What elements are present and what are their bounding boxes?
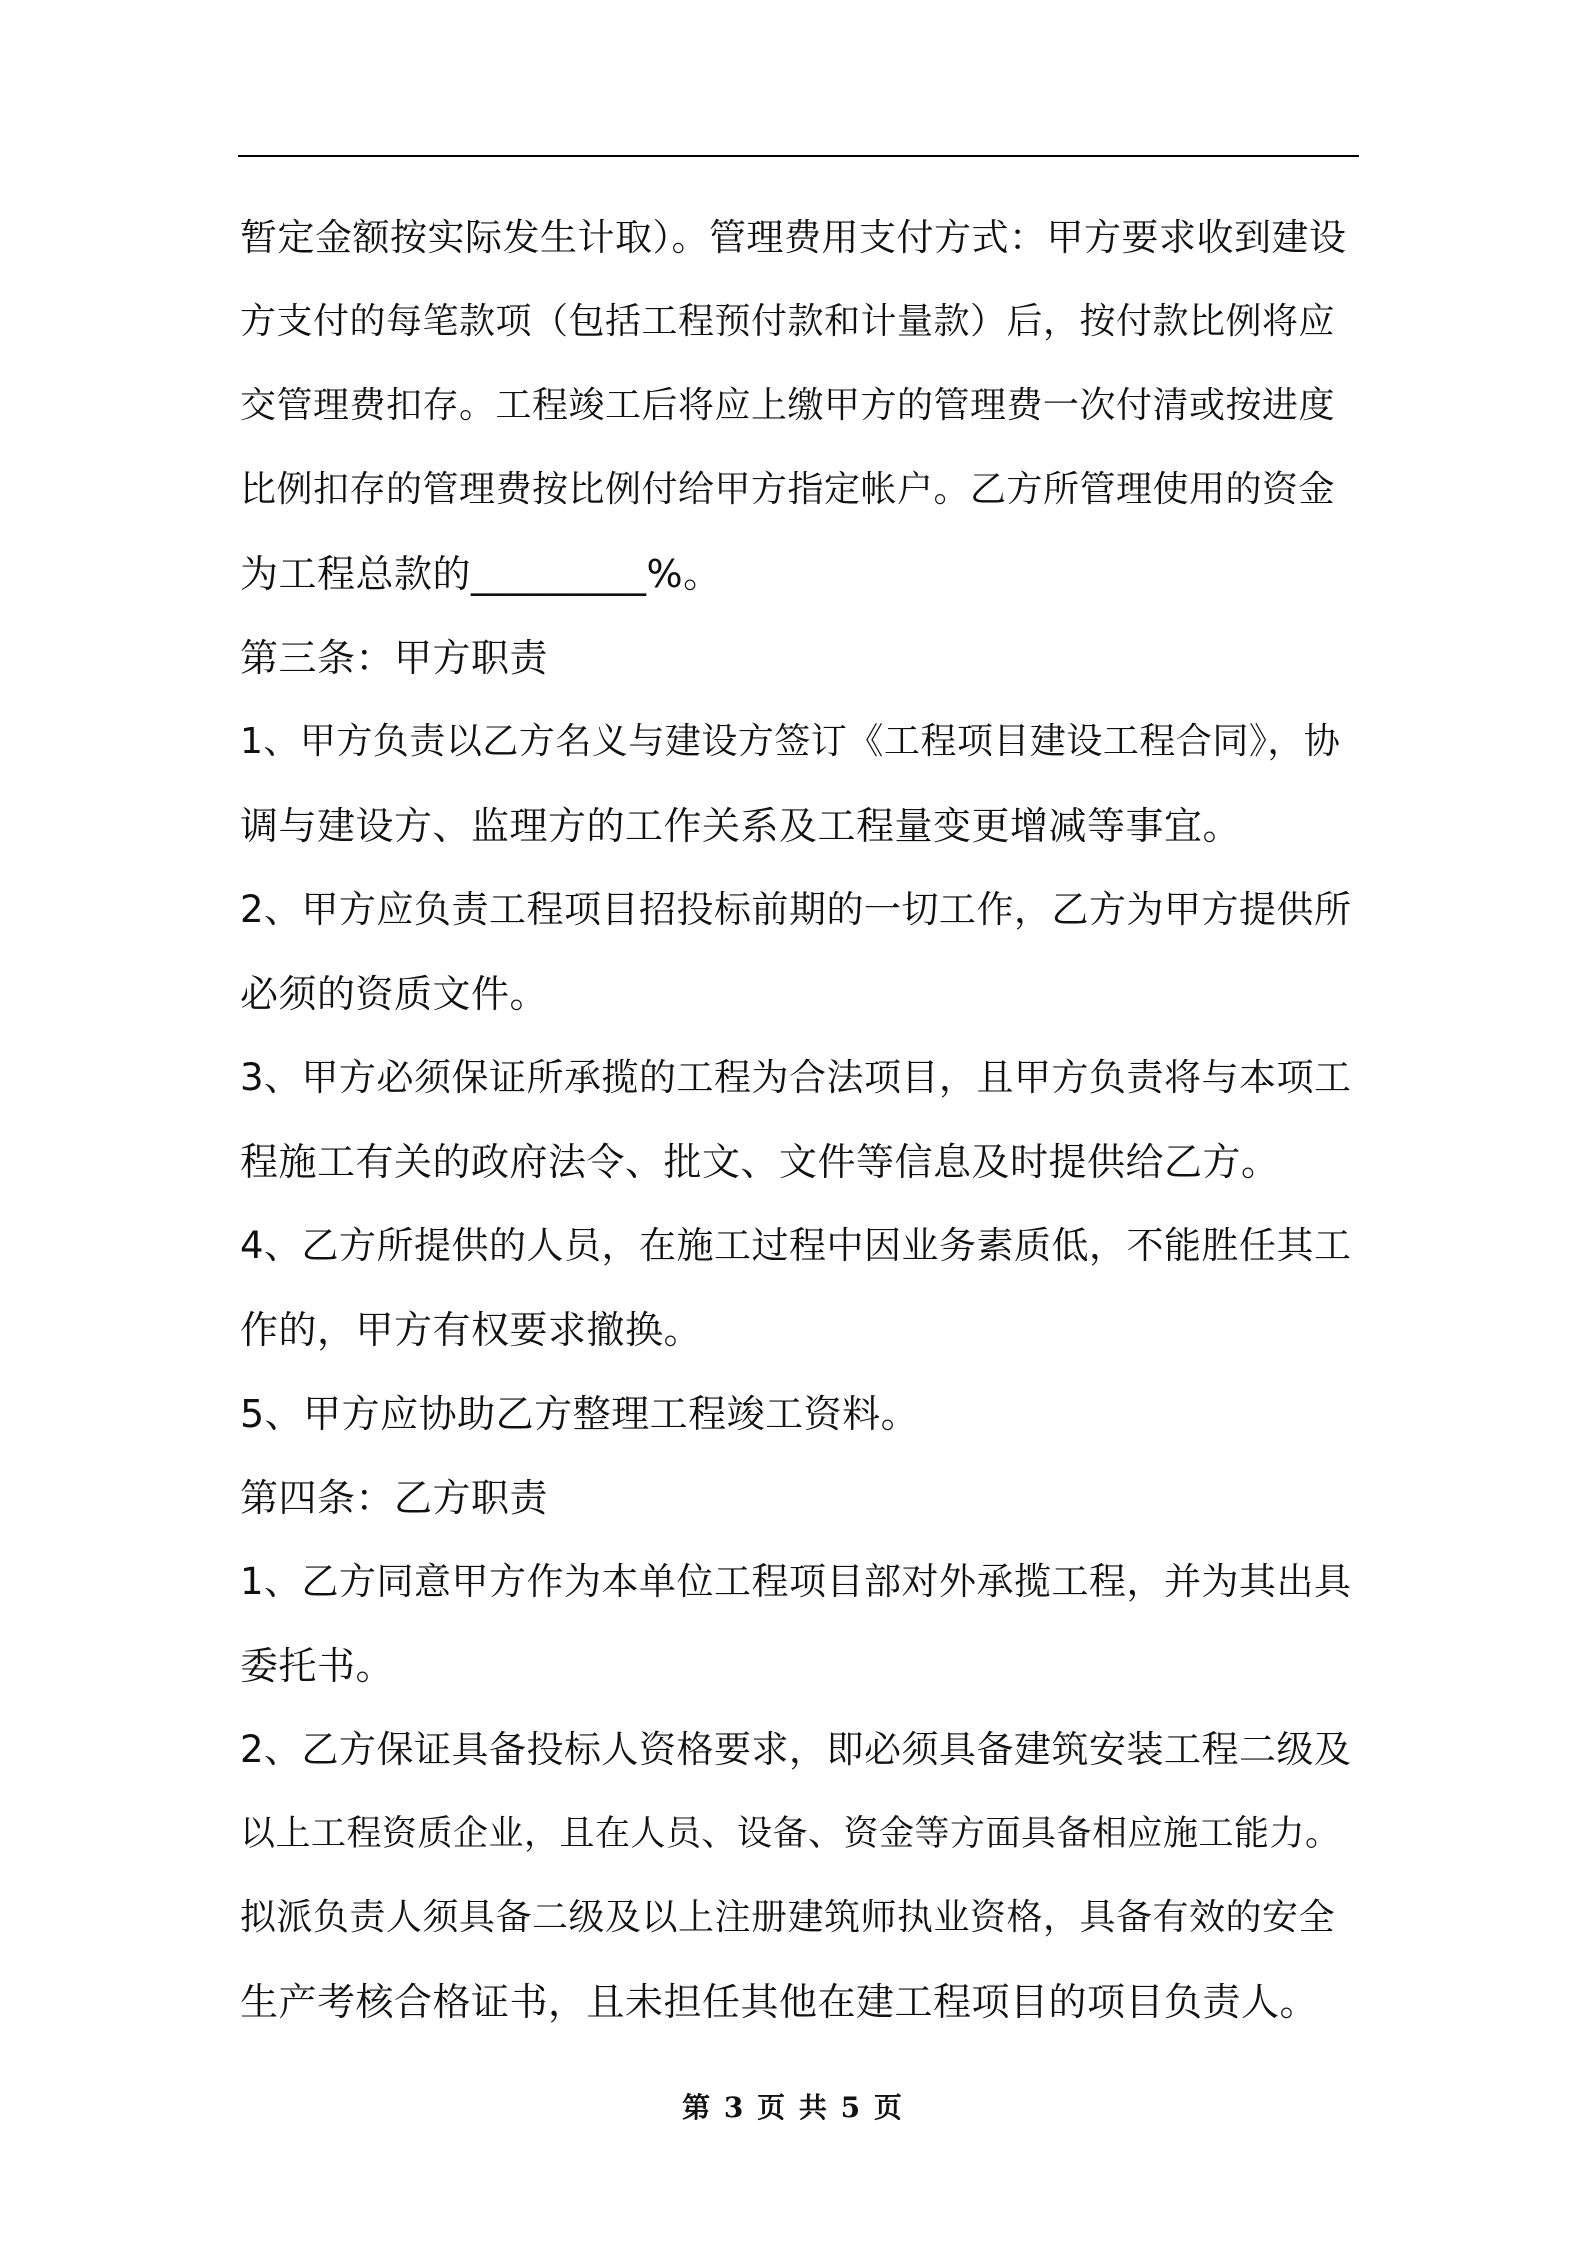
page-number: 第 3 页 共 5 页: [682, 2091, 904, 2124]
text-line: 比例扣存的管理费按比例付给甲方指定帐户。乙方所管理使用的资金: [240, 469, 1336, 510]
text-line: 作的，甲方有权要求撤换。: [240, 1308, 703, 1352]
header-rule: [238, 155, 1359, 157]
text-line: 4、乙方所提供的人员，在施工过程中因业务素质低，不能胜任其工: [240, 1224, 1352, 1267]
section-heading: 第四条：乙方职责: [240, 1476, 549, 1520]
text-line: 暂定金额按实际发生计取）。管理费用支付方式：甲方要求收到建设: [240, 216, 1347, 259]
text-line: 1、乙方同意甲方作为本单位工程项目部对外承揽工程，并为其出具: [240, 1560, 1352, 1603]
text-line: 方支付的每笔款项（包括工程预付款和计量款）后，按付款比例将应: [240, 301, 1336, 342]
text-line: 为工程总款的_________%。: [240, 552, 722, 596]
text-line: 程施工有关的政府法令、批文、文件等信息及时提供给乙方。: [240, 1140, 1280, 1184]
section-heading: 第三条：甲方职责: [240, 636, 549, 680]
text-line: 拟派负责人须具备二级及以上注册建筑师执业资格，具备有效的安全: [240, 1897, 1336, 1938]
text-line: 1、甲方负责以乙方名义与建设方签订《工程项目建设工程合同》，协: [240, 721, 1341, 762]
page-footer: [0, 2086, 1586, 2126]
text-line: 交管理费扣存。工程竣工后将应上缴甲方的管理费一次付清或按进度: [240, 385, 1336, 426]
text-line: 必须的资质文件。: [240, 972, 549, 1016]
text-line: 2、甲方应负责工程项目招投标前期的一切工作，乙方为甲方提供所: [240, 888, 1352, 931]
text-line: 2、乙方保证具备投标人资格要求，即必须具备建筑安装工程二级及: [240, 1728, 1352, 1771]
text-line: 生产考核合格证书，且未担任其他在建工程项目的项目负责人。: [240, 1980, 1319, 2024]
text-line: 委托书。: [240, 1644, 395, 1688]
text-line: 调与建设方、监理方的工作关系及工程量变更增减等事宜。: [240, 804, 1242, 848]
text-line: 以上工程资质企业，且在人员、设备、资金等方面具备相应施工能力。: [240, 1814, 1341, 1854]
text-line: 5、甲方应协助乙方整理工程竣工资料。: [240, 1392, 920, 1436]
text-line: 3、甲方必须保证所承揽的工程为合法项目，且甲方负责将与本项工: [240, 1056, 1352, 1099]
document-body: [240, 196, 1360, 2044]
